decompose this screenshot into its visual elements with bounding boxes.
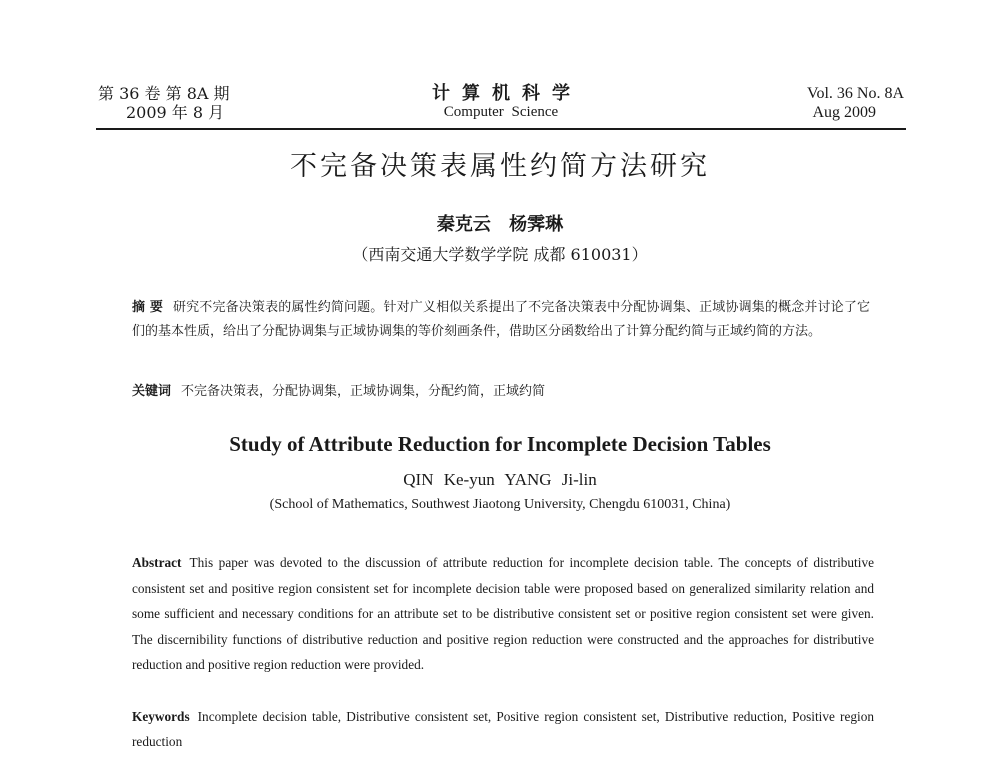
volume-issue-en bbox=[807, 84, 904, 122]
abstract-cn bbox=[132, 296, 870, 344]
keywords-cn-text: 不完备决策表，分配协调集，正域协调集，分配约简，正域约简 bbox=[181, 384, 546, 399]
journal-name-en: Computer Science bbox=[443, 104, 559, 120]
journal-name-cn: 计算机科学 bbox=[432, 83, 582, 104]
authors-en: QIN Ke-yun YANG Ji-lin bbox=[403, 470, 597, 489]
abstract-en-text: This paper was devoted to the discussion of attribute reduction for incomplete decision table. The concepts of distributive consistent set and positive region consistent set for incomplete decision table were proposed based on generalized similarity relation and some sufficient and necessary conditions for an attribute set to be distributive consistent set or positive region consistent set were given. The discernibility functions of distributive reduction and positive region reduction were constructed and the approaches for distributive reduction and positive region reduction were provided. bbox=[132, 555, 874, 673]
keywords-en-label: Keywords bbox=[132, 709, 190, 724]
authors-cn: 秦克云 杨霁琳 bbox=[436, 214, 564, 235]
journal-header bbox=[98, 84, 904, 128]
keywords-en bbox=[132, 704, 874, 754]
abstract-en bbox=[132, 550, 874, 678]
keywords-cn-label: 关键词 bbox=[132, 384, 172, 399]
paper-title-en: Study of Attribute Reduction for Incomplete Decision Tables bbox=[229, 432, 771, 456]
date-line-en: Aug 2009 bbox=[812, 104, 876, 121]
affiliation-cn: （西南交通大学数学学院 成都 610031） bbox=[352, 245, 648, 264]
paper-title-cn: 不完备决策表属性约简方法研究 bbox=[290, 151, 710, 182]
journal-name bbox=[98, 84, 904, 122]
abstract-cn-label: 摘 要 bbox=[132, 300, 163, 315]
affiliation-en: (School of Mathematics, Southwest Jiaotong University, Chengdu 610031, China) bbox=[269, 497, 731, 512]
keywords-en-text: Incomplete decision table, Distributive consistent set, Positive region consistent set, Distributive reduction, Positive region reduction bbox=[132, 709, 874, 749]
header-rule bbox=[96, 128, 906, 130]
date-line-cn: 2009 年 8 月 bbox=[126, 103, 225, 122]
volume-line-en: Vol. 36 No. 8A bbox=[806, 85, 904, 102]
abstract-cn-text: 研究不完备决策表的属性约简问题。针对广义相似关系提出了不完备决策表中分配协调集、正域协调集的概念并讨论了它们的基本性质，给出了分配协调集与正域协调集的等价刻画条件，借助区分函数给出了计算分配约简与正域约简的方法。 bbox=[132, 300, 870, 339]
keywords-cn bbox=[132, 380, 870, 404]
abstract-en-label: Abstract bbox=[132, 555, 182, 570]
volume-line: 第 36 卷 第 8A 期 bbox=[98, 84, 230, 103]
